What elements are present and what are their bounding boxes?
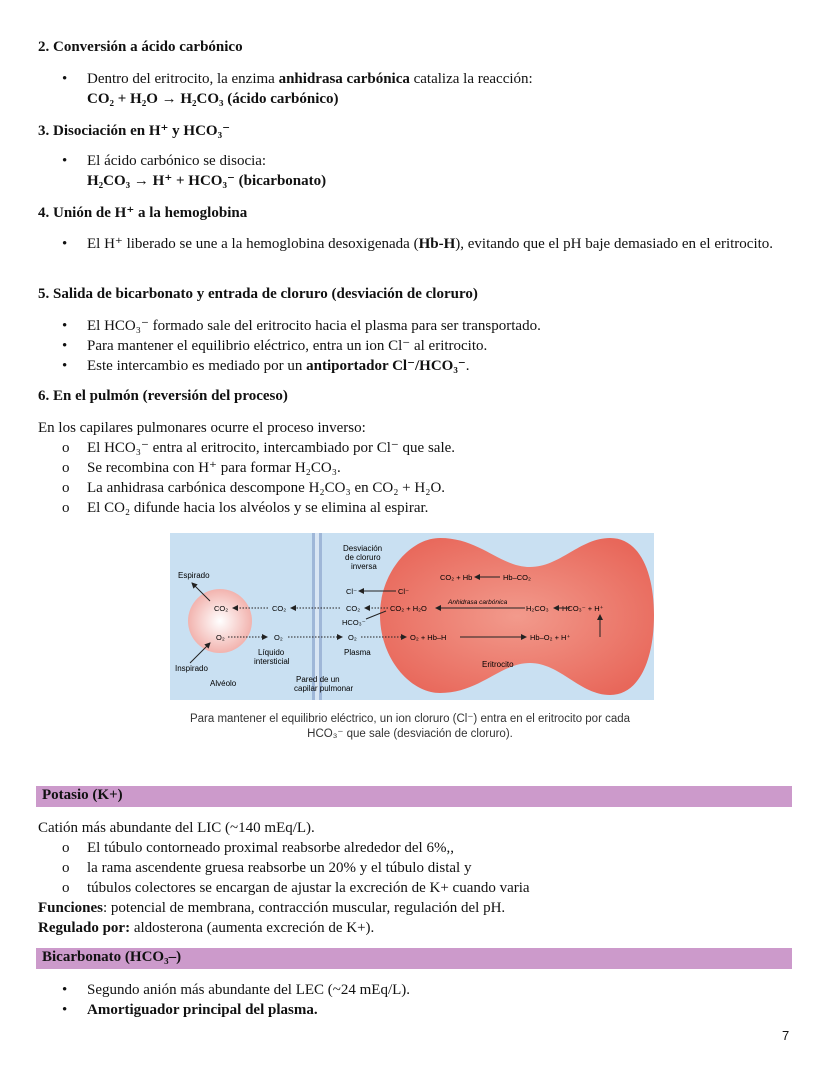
chloride-shift-figure bbox=[170, 533, 654, 700]
potasio-regulado bbox=[38, 918, 374, 938]
potasio-funciones bbox=[38, 898, 505, 918]
pared-label-2: capilar pulmonar bbox=[294, 684, 354, 693]
section-6-title: 6. En el pulmón (reversión del proceso) bbox=[38, 388, 288, 404]
text: Se recombina con H⁺ para formar H₂CO₃. bbox=[87, 460, 341, 476]
bold-text: anhidrasa carbónica bbox=[278, 71, 410, 87]
co2-hb: CO₂ + Hb bbox=[440, 573, 473, 582]
h2co3: H₂CO₃ bbox=[526, 604, 549, 613]
text: Este intercambio es mediado por un bbox=[87, 358, 307, 374]
text: Segundo anión más abundante del LEC (~24 mEq/L). bbox=[87, 982, 411, 998]
section-3-title: 3. Disociación en H⁺ y HCO₃⁻ bbox=[38, 123, 230, 139]
espirado-label: Espirado bbox=[178, 571, 210, 580]
hb-co2: Hb–CO₂ bbox=[503, 573, 531, 582]
text: La anhidrasa carbónica descompone H₂CO₃ en CO₂ + H₂O. bbox=[87, 480, 446, 496]
text: la rama ascendente gruesa reabsorbe un 20% y el túbulo distal y bbox=[87, 860, 472, 876]
liquido-label: Líquido bbox=[258, 648, 285, 657]
potasio-intro: Catión más abundante del LIC (~140 mEq/L). bbox=[38, 820, 315, 836]
section-4-title: 4. Unión de H⁺ a la hemoglobina bbox=[38, 205, 248, 221]
equation: H₂CO₃ → H⁺ + HCO₃⁻ (bicarbonato) bbox=[87, 173, 327, 189]
inspirado-label: Inspirado bbox=[175, 664, 208, 673]
text: Para mantener el equilibrio eléctrico, entra un ion Cl⁻ al eritrocito. bbox=[87, 338, 488, 354]
o2-plasma: O₂ bbox=[348, 633, 357, 642]
bold-text: Amortiguador principal del plasma. bbox=[87, 1002, 318, 1018]
hco3-plasma: HCO₃⁻ bbox=[342, 618, 366, 627]
section-5-title: 5. Salida de bicarbonato y entrada de cloruro (desviación de cloruro) bbox=[38, 286, 478, 302]
equation: CO₂ + H₂O → H₂CO₃ (ácido carbónico) bbox=[87, 91, 339, 107]
text: El túbulo contorneado proximal reabsorbe alrededor del 6%,, bbox=[87, 840, 454, 856]
text: El CO₂ difunde hacia los alvéolos y se elimina al espirar. bbox=[87, 500, 429, 516]
section-2-title: 2. Conversión a ácido carbónico bbox=[38, 39, 243, 55]
funciones-text: : potencial de membrana, contracción muscular, regulación del pH. bbox=[103, 900, 506, 916]
desviacion-label-1: Desviación bbox=[343, 544, 383, 553]
o2-hbh: O₂ + Hb–H bbox=[410, 633, 447, 642]
cl-plasma: Cl⁻ bbox=[346, 587, 358, 596]
text: cataliza la reacción: bbox=[409, 71, 533, 87]
o2-interstitial: O₂ bbox=[274, 633, 283, 642]
text: . bbox=[465, 358, 470, 374]
enzyme-label: Anhidrasa carbónica bbox=[448, 599, 508, 606]
funciones-label: Funciones bbox=[38, 900, 104, 916]
co2-interstitial: CO₂ bbox=[272, 604, 287, 613]
cl-rbc: Cl⁻ bbox=[398, 587, 410, 596]
alveolo-label: Alvéolo bbox=[210, 679, 237, 688]
potasio-header-band bbox=[36, 786, 792, 807]
bold-text: antiportador Cl⁻/HCO₃⁻ bbox=[306, 358, 466, 374]
bold-text: Hb-H bbox=[418, 236, 456, 252]
hco3-h: HCO₃⁻ + H⁺ bbox=[562, 604, 604, 613]
text: Dentro del eritrocito, la enzima bbox=[87, 71, 279, 87]
text: ), evitando que el pH baje demasiado en el eritrocito. bbox=[455, 236, 774, 252]
section-6-intro: En los capilares pulmonares ocurre el proceso inverso: bbox=[38, 420, 366, 436]
potasio-title: Potasio (K+) bbox=[42, 787, 123, 803]
text: El H⁺ liberado se une a la hemoglobina desoxigenada ( bbox=[87, 236, 419, 252]
co2-alveolus: CO₂ bbox=[214, 604, 229, 613]
bicarbonato-title: Bicarbonato (HCO₃–) bbox=[42, 949, 182, 965]
co2-h2o: CO₂ + H₂O bbox=[390, 604, 427, 613]
text: El HCO₃⁻ entra al eritrocito, intercambiado por Cl⁻ que sale. bbox=[87, 440, 456, 456]
figure-caption-line-2: HCO₃⁻ que sale (desviación de cloruro). bbox=[307, 728, 513, 740]
text: túbulos colectores se encargan de ajustar la excreción de K+ cuando varia bbox=[87, 880, 530, 896]
eritrocito-label: Eritrocito bbox=[482, 660, 514, 669]
o2-alveolus: O₂ bbox=[216, 633, 225, 642]
hbo2-h: Hb–O₂ + H⁺ bbox=[530, 633, 571, 642]
regulado-label: Regulado por: bbox=[38, 920, 131, 936]
alveolus-shape bbox=[188, 589, 252, 653]
desviacion-label-2: de cloruro bbox=[345, 553, 381, 562]
plasma-label: Plasma bbox=[344, 648, 371, 657]
pared-label-1: Pared de un bbox=[296, 675, 340, 684]
text: El HCO₃⁻ formado sale del eritrocito hacia el plasma para ser transportado. bbox=[87, 318, 541, 334]
intersticial-label: intersticial bbox=[254, 657, 290, 666]
page-number: 7 bbox=[782, 1028, 790, 1043]
desviacion-label-3: inversa bbox=[351, 562, 377, 571]
bicarbonato-header-band bbox=[36, 948, 792, 969]
co2-plasma: CO₂ bbox=[346, 604, 361, 613]
regulado-text: aldosterona (aumenta excreción de K+). bbox=[130, 920, 375, 936]
text: El ácido carbónico se disocia: bbox=[87, 153, 267, 169]
figure-caption-line-1: Para mantener el equilibrio eléctrico, un ion cloruro (Cl⁻) entra en el eritrocito por cada bbox=[189, 713, 631, 725]
